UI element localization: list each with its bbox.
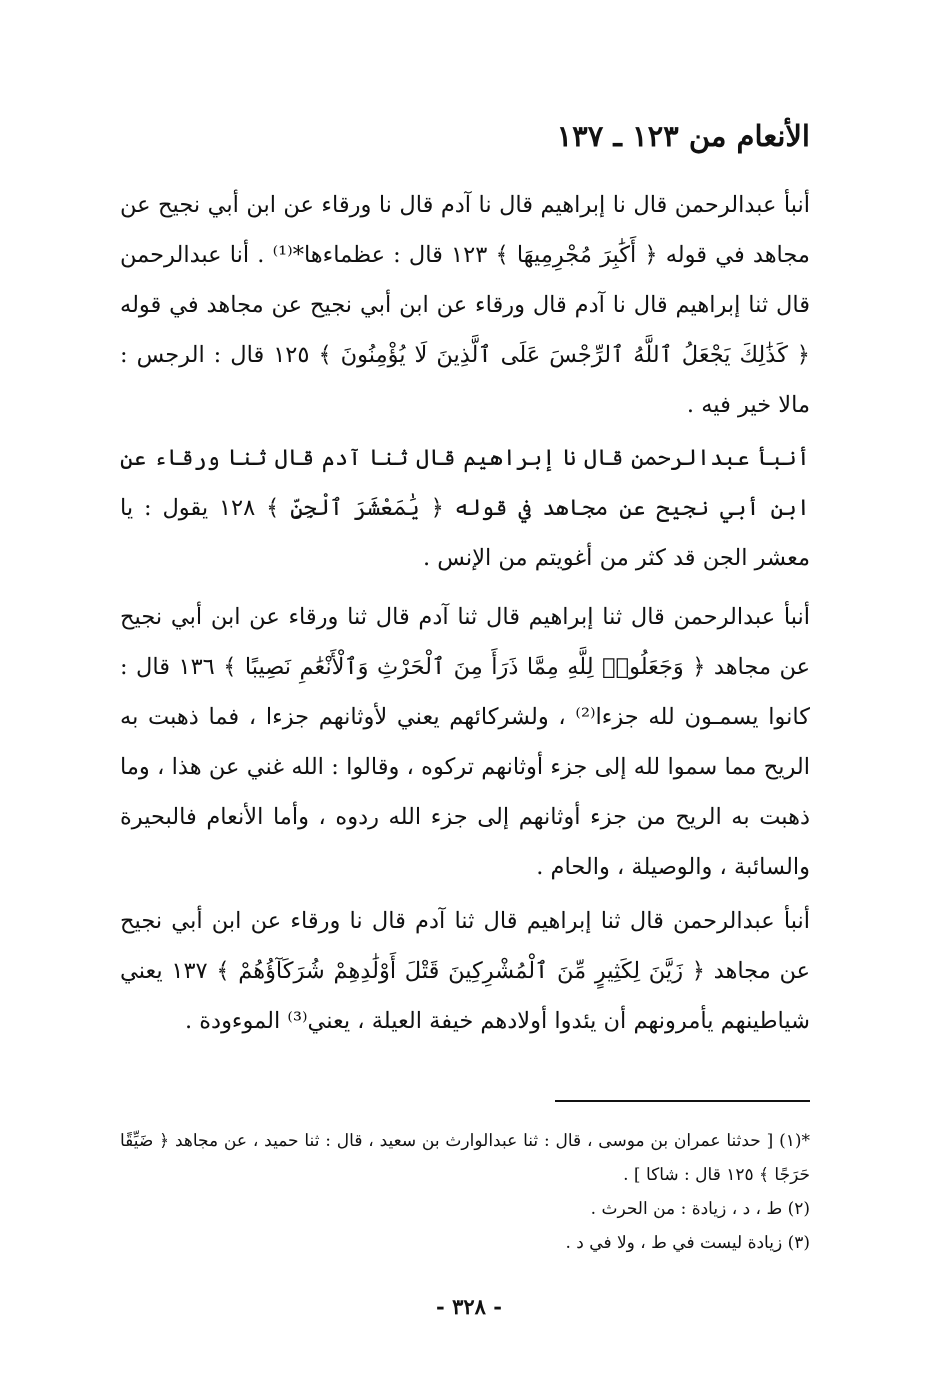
paragraph-text: أنبأ عبدالرحمن قال نا إبراهيم قال نا آدم قال نا ورقاء عن ابن أبي نجيح عن مجاهد في قوله ﴿ أَكَٰبِرَ مُجْرِمِيهَا ﴾ ١٢٣ قال : عظماءها*⁽¹⁾ . أنا عبدالرحمن قال ثنا إبراهيم قال نا آدم قال ورقاء عن ابن أبي نجيح عن مجاهد في قوله ﴿ كَذَٰلِكَ يَجْعَلُ ٱللَّهُ ٱلرِّجْسَ عَلَى ٱلَّذِينَ لَا يُؤْمِنُونَ ﴾ ١٢٥ قال : الرجس : مالا خير فيه . xyxy=(120,192,810,418)
footnotes xyxy=(120,1124,810,1260)
paragraph-1 xyxy=(120,180,810,430)
footnote-2: (٢) ط ، د ، زيادة : من الحرث . xyxy=(590,1199,810,1219)
paragraph-text: أنبأ عبدالرحمن قال ثنا إبراهيم قال ثنا آدم قال نا ورقاء عن ابن أبي نجيح عن مجاهد ﴿ زَيَّنَ لِكَثِيرٍ مِّنَ ٱلْمُشْرِكِينَ قَتْلَ أَوْلَٰدِهِمْ شُرَكَآؤُهُمْ ﴾ ١٣٧ يعني شياطينهم يأمرونهم أن يئدوا أولادهم خيفة العيلة ، يعني⁽³⁾ الموءودة . xyxy=(120,908,811,1034)
paragraph-3 xyxy=(120,592,810,892)
footnote-divider xyxy=(555,1100,810,1102)
paragraph-4 xyxy=(120,896,810,1046)
paragraph-text: أنبأ عبدالرحمن قال ثنا إبراهيم قال ثنا آدم قال ثنا ورقاء عن ابن أبي نجيح عن مجاهد ﴿ وَجَعَلُوا۟ لِلَّهِ مِمَّا ذَرَأَ مِنَ ٱلْحَرْثِ وَٱلْأَنْعَٰمِ نَصِيبًا ﴾ ١٣٦ قال : كانوا يسمـون لله جزءا⁽²⁾ ، ولشركائهم يعني لأوثانهم جزءا ، فما ذهبت به الريح مما سموا لله إلى جزء أوثانهم تركوه ، وقالوا : الله غني عن هذا ، وما ذهبت به الريح من جزء أوثانهم إلى جزء الله ردوه ، وأما الأنعام فالبحيرة والسائبة ، والوصيلة ، والحام . xyxy=(120,604,811,880)
footnote-3: (٣) زيادة ليست في ط ، ولا في د . xyxy=(565,1233,810,1253)
page-number: - ٣٢٨ - xyxy=(436,1294,502,1319)
chapter-title: الأنعام من ١٢٣ ـ ١٣٧ xyxy=(556,119,810,153)
paragraph-2 xyxy=(120,433,810,583)
paragraph-text: أنبأ عبدالرحمن قال نا إبراهيم قال ثنا آدم قال ثنا ورقاء عن ابن أبي نجيح عن مجاهد في قوله ﴿ يَٰمَعْشَرَ ٱلْجِنِّ ﴾ ١٢٨ يقول : يا معشر الجن قد كثر من أغويتم من الإنس . xyxy=(120,445,810,571)
footnote-1: *(١) [ حدثنا عمران بن موسى ، قال : ثنا عبدالوارث بن سعيد ، قال : ثنا حميد ، عن مجاهد ﴿ ضَيِّقًا حَرَجًا ﴾ ١٢٥ قال : شاكا ] . xyxy=(120,1131,810,1185)
